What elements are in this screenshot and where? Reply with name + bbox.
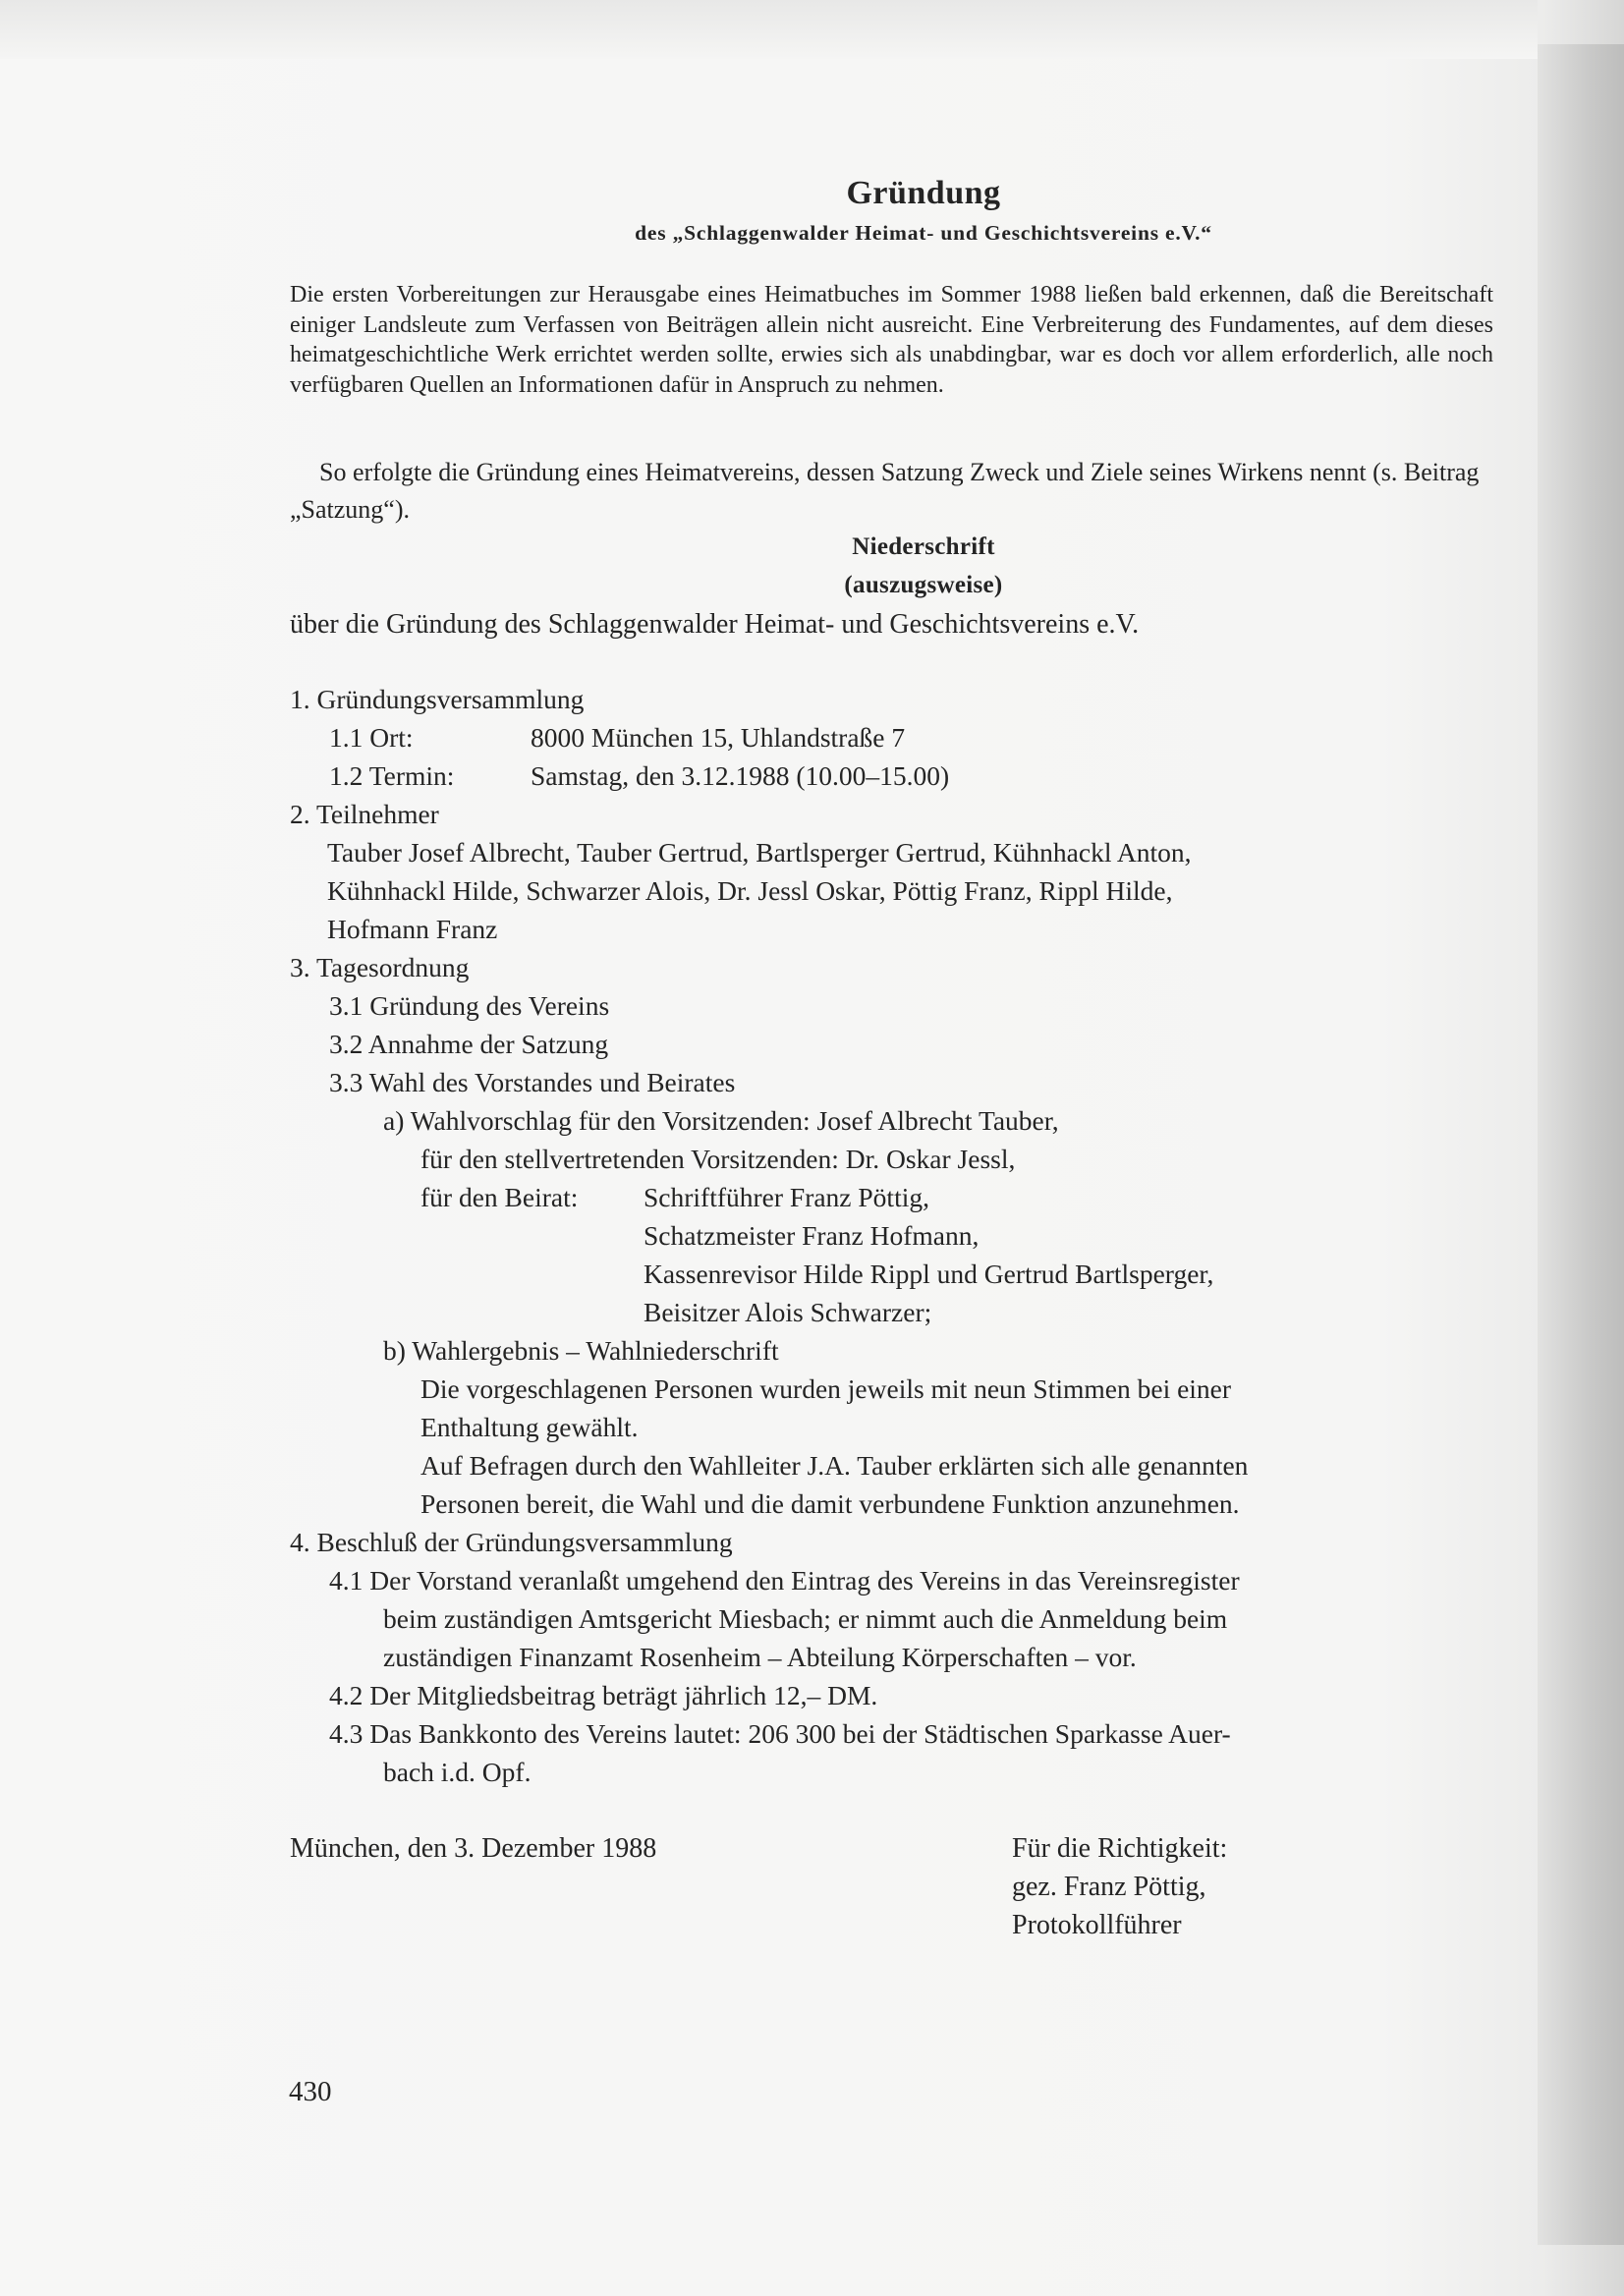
page-number: 430 [289, 2076, 332, 2107]
item-4-3-line-1: 4.3 Das Bankkonto des Vereins lautet: 206 300 bei der Städtischen Sparkasse Auer- [329, 1718, 1231, 1749]
item-1-1-value: 8000 München 15, Uhlandstraße 7 [531, 722, 906, 753]
item-3-1: 3.1 Gründung des Vereins [329, 990, 610, 1021]
place-date: München, den 3. Dezember 1988 [290, 1833, 657, 1864]
item-1-2-label: 1.2 Termin: [329, 760, 455, 791]
section-1-title: 1. Gründungsversammlung [290, 684, 585, 714]
participants-line-3: Hofmann Franz [327, 914, 498, 944]
signature-line-1: Für die Richtigkeit: [1012, 1833, 1228, 1864]
minutes-intro: über die Gründung des Schlaggenwalder Heimat- und Geschichtsvereins e.V. [290, 609, 1140, 640]
item-3-3-a-line-5: Kassenrevisor Hilde Rippl und Gertrud Bartlsperger, [644, 1259, 1214, 1289]
item-3-3-b-line-2: Die vorgeschlagenen Personen wurden jeweils mit neun Stimmen bei einer [420, 1373, 1232, 1404]
intro-paragraph-1: Die ersten Vorbereitungen zur Herausgabe eines Heimatbuches im Sommer 1988 ließen bald erkennen, daß die Bereitschaft einiger Landsleute zum Verfassen von Beiträgen allein nicht ausreicht. Eine Verbreiterung des Fundamentes, auf dem dieses heimatgeschichtliche Werk errichtet werden sollte, erwies sich als unabdingbar, war es doch vor allem erforderlich, alle noch verfügbaren Quellen an Informationen dafür in Anspruch zu nehmen. [290, 282, 1493, 398]
page-title: Gründung [846, 175, 1001, 211]
item-3-3: 3.3 Wahl des Vorstandes und Beirates [329, 1067, 736, 1097]
intro-paragraph-2: So erfolgte die Gründung eines Heimatvereins, dessen Satzung Zweck und Ziele seines Wirkens nennt (s. Beitrag „Satzung“). [290, 458, 1480, 524]
minutes-heading: Niederschrift [852, 533, 995, 560]
item-3-3-a-line-2: für den stellvertretenden Vorsitzenden: Dr. Oskar Jessl, [420, 1144, 1016, 1174]
item-3-2: 3.2 Annahme der Satzung [329, 1029, 609, 1059]
item-3-3-a-line-4: Schatzmeister Franz Hofmann, [644, 1220, 980, 1251]
section-4-title: 4. Beschluß der Gründungsversammlung [290, 1527, 733, 1557]
item-3-3-a-line-6: Beisitzer Alois Schwarzer; [644, 1297, 932, 1327]
item-3-3-b-line-3: Enthaltung gewählt. [420, 1412, 639, 1442]
item-4-1-line-1: 4.1 Der Vorstand veranlaßt umgehend den Eintrag des Vereins in das Vereinsregister [329, 1565, 1240, 1596]
item-4-3-line-2: bach i.d. Opf. [383, 1757, 532, 1787]
item-4-2: 4.2 Der Mitgliedsbeitrag beträgt jährlich 12,– DM. [329, 1680, 878, 1710]
section-3-title: 3. Tagesordnung [290, 952, 470, 982]
minutes-subheading: (auszugsweise) [844, 572, 1003, 598]
item-1-2-value: Samstag, den 3.12.1988 (10.00–15.00) [531, 760, 950, 791]
item-3-3-a-line-1: a) Wahlvorschlag für den Vorsitzenden: Josef Albrecht Tauber, [383, 1105, 1059, 1136]
item-4-1-line-3: zuständigen Finanzamt Rosenheim – Abteilung Körperschaften – vor. [383, 1642, 1137, 1672]
item-3-3-a-line-3-label: für den Beirat: [420, 1182, 579, 1212]
page-subtitle: des „Schlaggenwalder Heimat- und Geschichtsvereins e.V.“ [635, 221, 1212, 245]
participants-line-1: Tauber Josef Albrecht, Tauber Gertrud, Bartlsperger Gertrud, Kühnhackl Anton, [327, 837, 1192, 868]
item-3-3-b-line-5: Personen bereit, die Wahl und die damit verbundene Funktion anzunehmen. [420, 1488, 1240, 1519]
participants-line-2: Kühnhackl Hilde, Schwarzer Alois, Dr. Jessl Oskar, Pöttig Franz, Rippl Hilde, [327, 875, 1173, 906]
item-3-3-b-line-1: b) Wahlergebnis – Wahlniederschrift [383, 1335, 779, 1366]
scan-shadow-top [0, 0, 1538, 59]
item-3-3-b-line-4: Auf Befragen durch den Wahlleiter J.A. Tauber erklärten sich alle genannten [420, 1450, 1249, 1481]
item-4-1-line-2: beim zuständigen Amtsgericht Miesbach; er nimmt auch die Anmeldung beim [383, 1603, 1228, 1634]
item-3-3-a-line-3: Schriftführer Franz Pöttig, [644, 1182, 929, 1212]
section-2-title: 2. Teilnehmer [290, 799, 439, 829]
signature-line-3: Protokollführer [1012, 1910, 1182, 1940]
page-edge-shadow [1538, 44, 1624, 2245]
signature-line-2: gez. Franz Pöttig, [1012, 1872, 1206, 1902]
item-1-1-label: 1.1 Ort: [329, 722, 414, 753]
